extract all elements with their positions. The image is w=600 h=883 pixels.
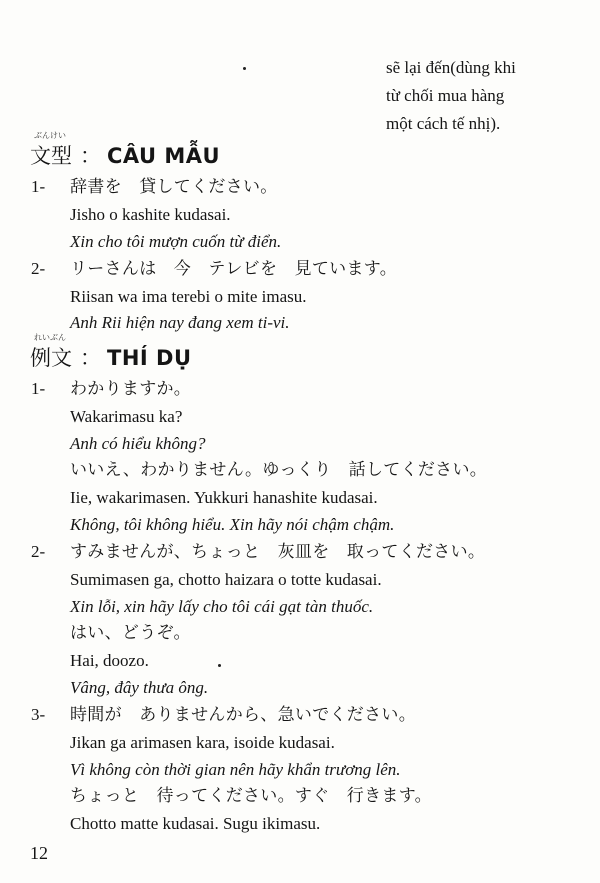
- vietnamese-line: Vâng, đây thưa ông.: [70, 678, 209, 697]
- vietnamese-line: Vì không còn thời gian nên hãy khẩn trương lên.: [70, 760, 401, 779]
- section-heading-examples: [30, 343, 192, 373]
- item-number: 1-: [31, 379, 46, 398]
- japanese-line: すみませんが、ちょっと 灰皿を 取ってください。: [70, 542, 486, 562]
- japanese-line: ちょっと 待ってください。すぐ 行きます。: [70, 786, 432, 806]
- item-number: 1-: [31, 177, 46, 196]
- section-heading-pattern: [30, 141, 220, 171]
- vietnamese-line: Xin lỗi, xin hãy lấy cho tôi cái gạt tàn thuốc.: [70, 597, 374, 616]
- section-furigana: れいぶん: [34, 333, 66, 342]
- section-vi-title: CÂU MẪU: [107, 144, 221, 168]
- romaji-line: Wakarimasu ka?: [70, 407, 183, 426]
- japanese-line: リーさんは 今 テレビを 見ています。: [70, 259, 397, 279]
- note-line: một cách tế nhị).: [386, 114, 501, 133]
- romaji-line: Jisho o kashite kudasai.: [70, 205, 231, 224]
- romaji-line: Riisan wa ima terebi o mite imasu.: [70, 287, 307, 306]
- japanese-line: 辞書を 貸してください。: [70, 177, 278, 197]
- romaji-line: Hai, doozo.: [70, 651, 149, 670]
- section-separator: ：: [80, 144, 101, 168]
- romaji-line: Iie, wakarimasen. Yukkuri hanashite kudasai.: [70, 488, 378, 507]
- japanese-line: わかりますか。: [70, 379, 192, 399]
- romaji-line: Jikan ga arimasen kara, isoide kudasai.: [70, 733, 335, 752]
- vietnamese-line: Anh có hiểu không?: [70, 434, 206, 453]
- vietnamese-line: Anh Rii hiện nay đang xem ti-vi.: [70, 313, 290, 332]
- section-separator: ：: [80, 346, 101, 370]
- note-line: từ chối mua hàng: [386, 86, 505, 105]
- note-line: sẽ lại đến(dùng khi: [386, 58, 516, 77]
- item-number: 3-: [31, 705, 46, 724]
- item-number: 2-: [31, 259, 46, 278]
- section-furigana: ぶんけい: [34, 131, 66, 140]
- japanese-line: はい、どうぞ。: [70, 623, 191, 643]
- japanese-line: いいえ、わかりません。ゆっくり 話してください。: [70, 460, 488, 480]
- vietnamese-line: Không, tôi không hiểu. Xin hãy nói chậm chậm.: [70, 515, 395, 534]
- page-number: 12: [30, 843, 48, 863]
- section-vi-title: THÍ DỤ: [107, 346, 192, 370]
- print-speck: [243, 67, 246, 70]
- section-jp-title: 例文: [30, 346, 72, 370]
- romaji-line: Sumimasen ga, chotto haizara o totte kudasai.: [70, 570, 382, 589]
- print-speck: [218, 664, 221, 667]
- japanese-line: 時間が ありませんから、急いでください。: [70, 705, 416, 725]
- continuation-note: [386, 54, 586, 138]
- vietnamese-line: Xin cho tôi mượn cuốn từ điển.: [70, 232, 282, 251]
- section-jp-title: 文型: [30, 144, 72, 168]
- romaji-line: Chotto matte kudasai. Sugu ikimasu.: [70, 814, 321, 833]
- item-number: 2-: [31, 542, 46, 561]
